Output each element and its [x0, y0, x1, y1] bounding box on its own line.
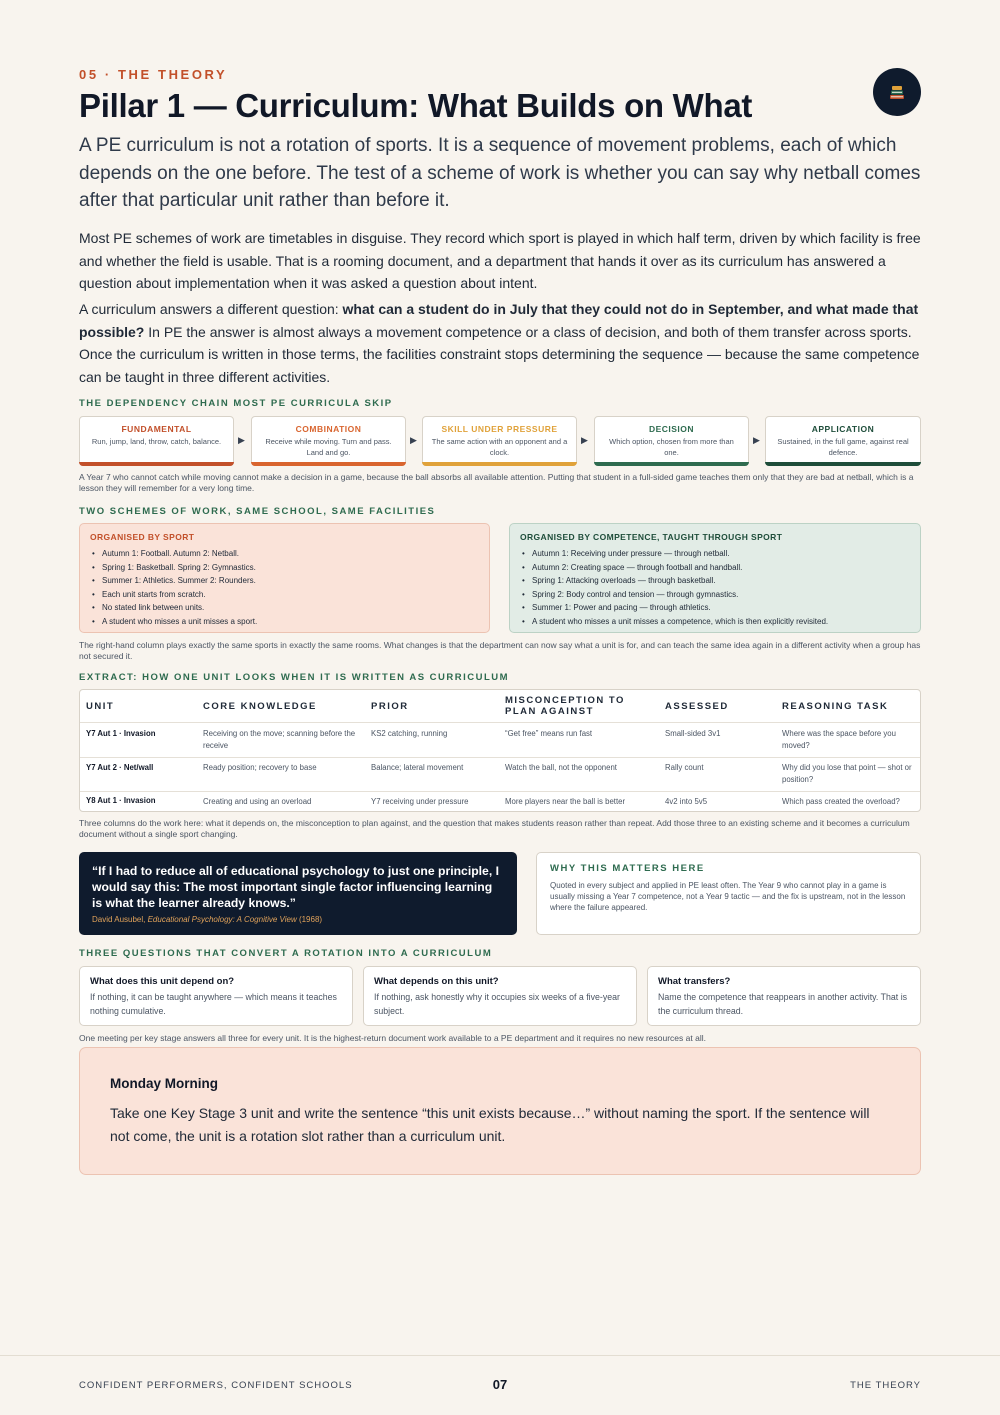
- quote-year: (1968): [296, 915, 323, 924]
- table-cell: More players near the ball is better: [505, 797, 626, 806]
- footer-section: THE THEORY: [850, 1380, 921, 1391]
- question-title: What does this unit depend on?: [90, 976, 235, 987]
- scheme-title: ORGANISED BY COMPETENCE, TAUGHT THROUGH SPORT: [520, 532, 783, 542]
- table-cell: 4v2 into 5v5: [665, 797, 708, 806]
- intro-p2-start: A curriculum answers a different question:: [79, 301, 343, 317]
- chain-step: [79, 416, 234, 466]
- table-row: [80, 792, 920, 812]
- table-header-cell: UNIT: [86, 701, 115, 712]
- chain-step-desc: Run, jump, land, throw, catch, balance.: [91, 437, 222, 446]
- chain-arrow-icon: ▶: [238, 435, 245, 445]
- table-cell: Why did you lose that point — shot or position?: [782, 763, 912, 784]
- chain-step-title: APPLICATION: [811, 424, 875, 434]
- table-cell-unit: Y8 Aut 1 · Invasion: [86, 796, 156, 805]
- question-desc: If nothing, it can be taught anywhere — which means it teaches nothing cumulative.: [90, 992, 337, 1016]
- extract-heading: EXTRACT: HOW ONE UNIT LOOKS WHEN IT IS WRITTEN AS CURRICULUM: [79, 672, 510, 683]
- table-cell: Watch the ball, not the opponent: [505, 763, 617, 772]
- chain-step-bar: [594, 462, 749, 466]
- table-cell: Balance; lateral movement: [371, 763, 464, 772]
- list-item: • Autumn 2: Creating space — through football and handball.: [520, 561, 910, 575]
- extract-note: Three columns do the work here: what it depends on, the misconception to plan against, and the question that makes students reason rather than repeat. Add those three to an existing scheme and it becomes a curriculum document without a single sport changing.: [79, 818, 910, 839]
- question-title: What depends on this unit?: [374, 976, 499, 987]
- chain-step-bar: [79, 462, 234, 466]
- chain-step: [422, 416, 577, 466]
- table-row: [80, 758, 920, 791]
- chain-step-bar: [422, 462, 577, 466]
- intro-p2-emphasis: what can a student do in July that they could not do in September, and what made that possible?: [79, 301, 919, 340]
- ausubel-quote: [79, 852, 517, 935]
- table-header-cell: CORE KNOWLEDGE: [203, 701, 317, 712]
- chain-step: [594, 416, 749, 466]
- table-cell-unit: Y7 Aut 1 · Invasion: [86, 729, 156, 738]
- list-item: • A student who misses a unit misses a competence, which is then explicitly revisited.: [520, 615, 910, 629]
- list-item: • No stated link between units.: [90, 601, 479, 615]
- table-cell: Where was the space before you moved?: [782, 729, 896, 750]
- table-cell: Ready position; recovery to base: [203, 763, 317, 772]
- list-item: • A student who misses a unit misses a sport.: [90, 615, 479, 629]
- questions-note: One meeting per key stage answers all three for every unit. It is the highest-return document work available to a PE department and it requires no new resources at all.: [79, 1033, 706, 1043]
- quote-source: [92, 915, 504, 924]
- table-cell: Rally count: [665, 763, 704, 772]
- chain-step-title: FUNDAMENTAL: [121, 424, 192, 434]
- chain-heading: THE DEPENDENCY CHAIN MOST PE CURRICULA SKIP: [79, 398, 393, 409]
- question-card: [79, 966, 353, 1026]
- books-icon: [888, 83, 906, 101]
- why-title: WHY THIS MATTERS HERE: [550, 863, 705, 874]
- table-cell: “Get free” means run fast: [505, 729, 593, 738]
- schemes-note: The right-hand column plays exactly the same sports in exactly the same rooms. What changes is that the department can now say what a unit is for, and can teach the same idea again in a different activity when a group has not secured it.: [79, 640, 921, 661]
- table-cell: KS2 catching, running: [371, 729, 448, 738]
- chain-arrow-icon: ▶: [753, 435, 760, 445]
- list-item: • Spring 1: Attacking overloads — through basketball.: [520, 574, 910, 588]
- question-title: What transfers?: [658, 976, 731, 987]
- curriculum-extract-table: [79, 689, 921, 812]
- why-text: Quoted in every subject and applied in PE least often. The Year 9 who cannot play in a game is usually missing a Year 7 competence, not a Year 9 tactic — and the fix is upstream, not in the lesson where the failure appeared.: [550, 881, 906, 912]
- scheme-title: ORGANISED BY SPORT: [90, 532, 195, 542]
- list-item: • Summer 1: Athletics. Summer 2: Rounders.: [90, 574, 479, 588]
- chain-step: [251, 416, 406, 466]
- table-cell: Which pass created the overload?: [782, 797, 900, 806]
- list-item: • Spring 1: Basketball. Spring 2: Gymnastics.: [90, 561, 479, 575]
- chain-step-bar: [765, 462, 921, 466]
- footer-divider: [0, 1355, 1000, 1356]
- question-card: [363, 966, 637, 1026]
- monday-text: Take one Key Stage 3 unit and write the sentence “this unit exists because…” without naming the sport. If the sentence will not come, the unit is a rotation slot rather than a curriculum unit.: [110, 1105, 870, 1144]
- intro-paragraph-1: Most PE schemes of work are timetables in disguise. They record which sport is played in which half term, driven by which facility is free and whether the field is usable. That is a rooming document, and a department that hands it over as its curriculum has answered a question about implementation when it was asked a question about intent.: [79, 230, 921, 292]
- table-cell: Y7 receiving under pressure: [371, 797, 469, 806]
- chain-step-desc: The same action with an opponent and a clock.: [431, 437, 568, 457]
- table-header-cell: PRIOR: [371, 701, 409, 712]
- quote-author: David Ausubel,: [92, 915, 148, 924]
- chain-step-bar: [251, 462, 406, 466]
- chain-arrow-icon: ▶: [581, 435, 588, 445]
- chain-step-desc: Sustained, in the full game, against real defence.: [777, 437, 909, 457]
- chain-step-desc: Receive while moving. Turn and pass. Land and go.: [265, 437, 392, 457]
- section-badge: [873, 68, 921, 116]
- table-header-cell: ASSESSED: [665, 701, 729, 712]
- scheme-list: [520, 547, 910, 628]
- monday-title: Monday Morning: [110, 1076, 218, 1091]
- quote-text: “If I had to reduce all of educational psychology to just one principle, I would say this: The most important single factor influencing learning is what the learner already knows.”: [92, 864, 499, 910]
- chain-step-title: DECISION: [648, 424, 695, 434]
- section-eyebrow: 05 · THE THEORY: [79, 67, 228, 82]
- footer-publication: CONFIDENT PERFORMERS, CONFIDENT SCHOOLS: [79, 1380, 353, 1391]
- question-card: [647, 966, 921, 1026]
- chain-step-title: SKILL UNDER PRESSURE: [441, 424, 558, 434]
- scheme-by-competence: [509, 523, 921, 633]
- list-item: • Autumn 1: Receiving under pressure — through netball.: [520, 547, 910, 561]
- why-this-matters-box: [536, 852, 921, 935]
- monday-morning-box: [79, 1047, 921, 1175]
- table-header-row: [80, 690, 920, 722]
- chain-step-desc: Which option, chosen from more than one.: [609, 437, 734, 457]
- intro-paragraph-2: [79, 298, 921, 388]
- questions-heading: THREE QUESTIONS THAT CONVERT A ROTATION INTO A CURRICULUM: [79, 948, 493, 959]
- chain-step: [765, 416, 921, 466]
- dependency-chain: [79, 416, 921, 466]
- table-header-cell: REASONING TASK: [782, 701, 889, 712]
- schemes-heading: TWO SCHEMES OF WORK, SAME SCHOOL, SAME FACILITIES: [79, 506, 436, 517]
- question-desc: If nothing, ask honestly why it occupies six weeks of a five-year subject.: [374, 992, 620, 1016]
- chain-arrow-icon: ▶: [410, 435, 417, 445]
- intro-p2-end: In PE the answer is almost always a movement competence or a class of decision, and both of them transfer across sports. Once the curriculum is written in those terms, the facilities constraint stops determining the sequence — because the same competence can be taught in three different activities.: [79, 323, 920, 385]
- chain-step-title: COMBINATION: [295, 424, 362, 434]
- table-cell: Receiving on the move; scanning before the receive: [203, 729, 356, 750]
- lede-paragraph: A PE curriculum is not a rotation of sports. It is a sequence of movement problems, each of which depends on the one before. The test of a scheme of work is whether you can say why netball comes after that particular unit rather than before it.: [79, 135, 921, 211]
- page-title: Pillar 1 — Curriculum: What Builds on What: [79, 87, 753, 124]
- list-item: • Each unit starts from scratch.: [90, 588, 479, 602]
- list-item: • Autumn 1: Football. Autumn 2: Netball.: [90, 547, 479, 561]
- question-desc: Name the competence that reappears in another activity. That is the curriculum thread.: [658, 992, 908, 1016]
- table-cell: Creating and using an overload: [203, 797, 312, 806]
- table-cell-unit: Y7 Aut 2 · Net/wall: [86, 763, 154, 772]
- table-header-cell: MISCONCEPTION TO PLAN AGAINST: [505, 695, 625, 717]
- chain-note: A Year 7 who cannot catch while moving cannot make a decision in a game, because the ball absorbs all available attention. Putting that student in a full-sided game teaches them only that they are bad at netball, which is a lesson they will remember for a very long time.: [79, 472, 914, 493]
- list-item: • Summer 1: Power and pacing — through athletics.: [520, 601, 910, 615]
- list-item: • Spring 2: Body control and tension — through gymnastics.: [520, 588, 910, 602]
- scheme-list: [90, 547, 479, 628]
- scheme-by-sport: [79, 523, 490, 633]
- table-cell: Small-sided 3v1: [665, 729, 721, 738]
- table-row: [80, 723, 920, 757]
- quote-work: Educational Psychology: A Cognitive View: [147, 915, 297, 924]
- footer-page-number: 07: [492, 1377, 508, 1392]
